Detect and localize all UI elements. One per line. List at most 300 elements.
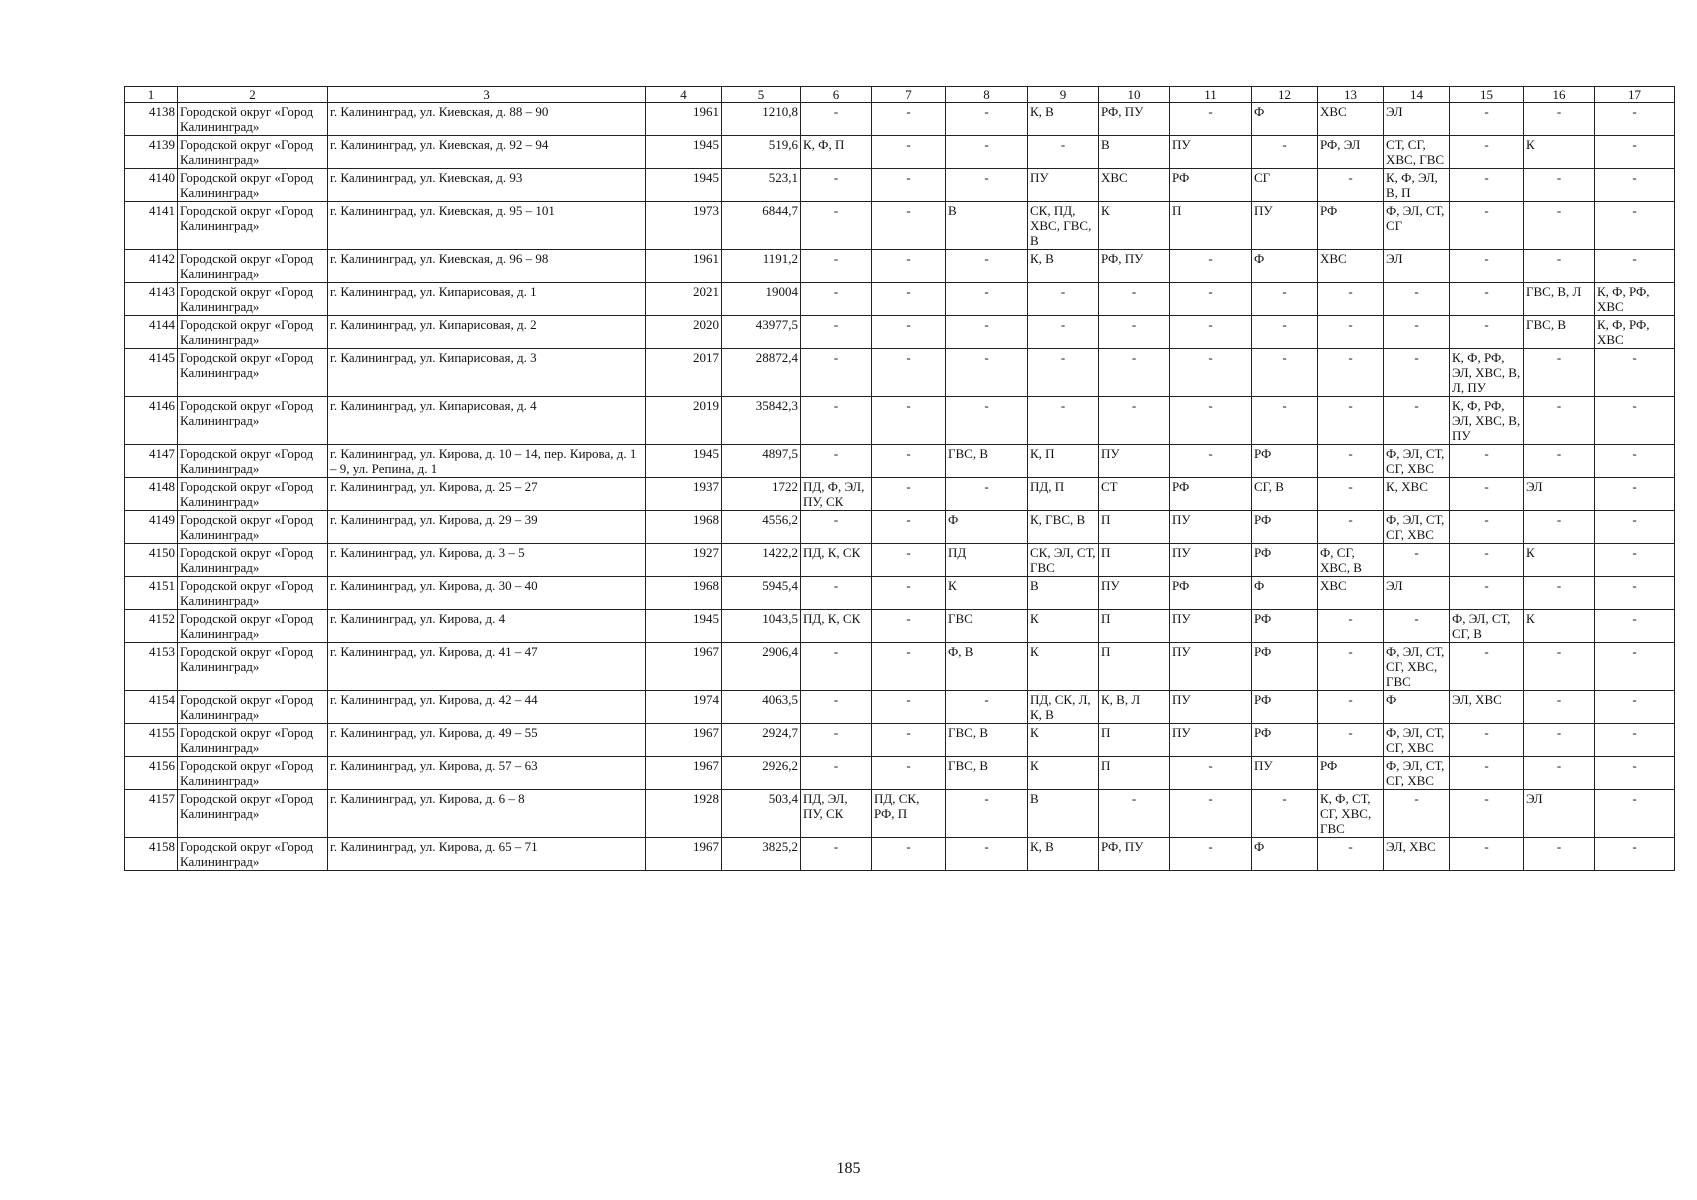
municipality-cell: Городской округ «Город Калининград»: [178, 250, 328, 283]
col-11-cell: -: [1170, 838, 1252, 871]
year-built-cell: 1968: [646, 577, 722, 610]
col-8-cell: -: [946, 283, 1028, 316]
col-15-cell: К, Ф, РФ, ЭЛ, ХВС, В, Л, ПУ: [1450, 349, 1524, 397]
col-10-cell: -: [1099, 283, 1170, 316]
municipality-cell: Городской округ «Город Калининград»: [178, 544, 328, 577]
year-built-cell: 1927: [646, 544, 722, 577]
col-12-cell: РФ: [1252, 511, 1318, 544]
table-row: [125, 544, 1675, 577]
col-13-cell: -: [1318, 283, 1384, 316]
col-16-cell: К: [1524, 610, 1595, 643]
col-16-cell: ЭЛ: [1524, 478, 1595, 511]
row-number-cell: 4155: [125, 724, 178, 757]
area-cell: 5945,4: [722, 577, 801, 610]
column-header: 12: [1252, 87, 1318, 103]
col-15-cell: -: [1450, 283, 1524, 316]
col-6-cell: ПД, К, СК: [801, 610, 872, 643]
address-cell: г. Калининград, ул. Киевская, д. 88 – 90: [328, 103, 646, 136]
row-number-cell: 4145: [125, 349, 178, 397]
year-built-cell: 1967: [646, 724, 722, 757]
municipality-cell: Городской округ «Город Калининград»: [178, 790, 328, 838]
col-16-cell: -: [1524, 445, 1595, 478]
row-number-cell: 4138: [125, 103, 178, 136]
table-row: [125, 445, 1675, 478]
col-16-cell: -: [1524, 103, 1595, 136]
area-cell: 1722: [722, 478, 801, 511]
col-15-cell: -: [1450, 757, 1524, 790]
col-11-cell: -: [1170, 757, 1252, 790]
year-built-cell: 2019: [646, 397, 722, 445]
col-13-cell: -: [1318, 691, 1384, 724]
col-8-cell: -: [946, 691, 1028, 724]
col-9-cell: В: [1028, 577, 1099, 610]
col-12-cell: Ф: [1252, 250, 1318, 283]
col-6-cell: К, Ф, П: [801, 136, 872, 169]
col-17-cell: -: [1595, 610, 1675, 643]
table-row: [125, 103, 1675, 136]
area-cell: 3825,2: [722, 838, 801, 871]
row-number-cell: 4154: [125, 691, 178, 724]
col-16-cell: К: [1524, 544, 1595, 577]
column-header: 5: [722, 87, 801, 103]
table-row: [125, 838, 1675, 871]
col-8-cell: К: [946, 577, 1028, 610]
address-cell: г. Калининград, ул. Кирова, д. 3 – 5: [328, 544, 646, 577]
col-15-cell: -: [1450, 544, 1524, 577]
col-13-cell: РФ: [1318, 202, 1384, 250]
col-13-cell: ХВС: [1318, 103, 1384, 136]
column-header: 4: [646, 87, 722, 103]
municipality-cell: Городской округ «Город Калининград»: [178, 577, 328, 610]
col-15-cell: -: [1450, 838, 1524, 871]
col-16-cell: -: [1524, 577, 1595, 610]
address-cell: г. Калининград, ул. Кирова, д. 42 – 44: [328, 691, 646, 724]
col-8-cell: -: [946, 316, 1028, 349]
col-17-cell: -: [1595, 691, 1675, 724]
column-header: 11: [1170, 87, 1252, 103]
col-9-cell: -: [1028, 283, 1099, 316]
address-cell: г. Калининград, ул. Кирова, д. 6 – 8: [328, 790, 646, 838]
col-7-cell: -: [872, 169, 946, 202]
col-6-cell: -: [801, 397, 872, 445]
table-body: [125, 103, 1675, 871]
col-7-cell: -: [872, 643, 946, 691]
col-15-cell: -: [1450, 136, 1524, 169]
col-8-cell: -: [946, 103, 1028, 136]
col-17-cell: -: [1595, 136, 1675, 169]
col-11-cell: -: [1170, 283, 1252, 316]
col-16-cell: -: [1524, 691, 1595, 724]
area-cell: 1191,2: [722, 250, 801, 283]
row-number-cell: 4148: [125, 478, 178, 511]
address-cell: г. Калининград, ул. Киевская, д. 96 – 98: [328, 250, 646, 283]
col-17-cell: -: [1595, 577, 1675, 610]
municipality-cell: Городской округ «Город Калининград»: [178, 136, 328, 169]
row-number-cell: 4146: [125, 397, 178, 445]
col-16-cell: -: [1524, 250, 1595, 283]
col-16-cell: К: [1524, 136, 1595, 169]
table-row: [125, 724, 1675, 757]
col-13-cell: -: [1318, 478, 1384, 511]
col-14-cell: К, ХВС: [1384, 478, 1450, 511]
col-9-cell: К, ГВС, В: [1028, 511, 1099, 544]
col-7-cell: -: [872, 103, 946, 136]
col-11-cell: -: [1170, 316, 1252, 349]
col-17-cell: -: [1595, 397, 1675, 445]
column-header: 7: [872, 87, 946, 103]
col-13-cell: РФ, ЭЛ: [1318, 136, 1384, 169]
col-17-cell: -: [1595, 169, 1675, 202]
row-number-cell: 4156: [125, 757, 178, 790]
col-13-cell: -: [1318, 349, 1384, 397]
col-12-cell: РФ: [1252, 544, 1318, 577]
year-built-cell: 1945: [646, 445, 722, 478]
area-cell: 519,6: [722, 136, 801, 169]
municipality-cell: Городской округ «Город Калининград»: [178, 643, 328, 691]
address-cell: г. Калининград, ул. Кирова, д. 30 – 40: [328, 577, 646, 610]
col-8-cell: -: [946, 790, 1028, 838]
address-cell: г. Калининград, ул. Кипарисовая, д. 1: [328, 283, 646, 316]
table-row: [125, 643, 1675, 691]
col-12-cell: РФ: [1252, 445, 1318, 478]
col-10-cell: -: [1099, 316, 1170, 349]
col-7-cell: -: [872, 478, 946, 511]
area-cell: 2906,4: [722, 643, 801, 691]
col-12-cell: РФ: [1252, 691, 1318, 724]
col-6-cell: ПД, ЭЛ, ПУ, СК: [801, 790, 872, 838]
col-9-cell: -: [1028, 397, 1099, 445]
col-16-cell: ГВС, В: [1524, 316, 1595, 349]
col-6-cell: -: [801, 103, 872, 136]
col-15-cell: -: [1450, 445, 1524, 478]
address-cell: г. Калининград, ул. Кирова, д. 10 – 14, пер. Кирова, д. 1 – 9, ул. Репина, д. 1: [328, 445, 646, 478]
col-8-cell: -: [946, 478, 1028, 511]
address-cell: г. Калининград, ул. Кирова, д. 49 – 55: [328, 724, 646, 757]
table-row: [125, 250, 1675, 283]
col-6-cell: -: [801, 349, 872, 397]
col-14-cell: ЭЛ, ХВС: [1384, 838, 1450, 871]
col-16-cell: -: [1524, 169, 1595, 202]
col-13-cell: -: [1318, 643, 1384, 691]
area-cell: 2926,2: [722, 757, 801, 790]
col-10-cell: СТ: [1099, 478, 1170, 511]
col-14-cell: Ф, ЭЛ, СТ, СГ, ХВС: [1384, 724, 1450, 757]
col-14-cell: ЭЛ: [1384, 103, 1450, 136]
row-number-cell: 4147: [125, 445, 178, 478]
col-9-cell: СК, ЭЛ, СТ, ГВС: [1028, 544, 1099, 577]
col-14-cell: -: [1384, 544, 1450, 577]
row-number-cell: 4158: [125, 838, 178, 871]
col-8-cell: ПД: [946, 544, 1028, 577]
col-11-cell: РФ: [1170, 169, 1252, 202]
col-13-cell: -: [1318, 838, 1384, 871]
col-13-cell: ХВС: [1318, 577, 1384, 610]
col-8-cell: ГВС: [946, 610, 1028, 643]
col-10-cell: П: [1099, 757, 1170, 790]
municipality-cell: Городской округ «Город Калининград»: [178, 691, 328, 724]
col-10-cell: -: [1099, 349, 1170, 397]
col-8-cell: ГВС, В: [946, 724, 1028, 757]
area-cell: 43977,5: [722, 316, 801, 349]
col-12-cell: -: [1252, 136, 1318, 169]
municipality-cell: Городской округ «Город Калининград»: [178, 445, 328, 478]
col-15-cell: К, Ф, РФ, ЭЛ, ХВС, В, ПУ: [1450, 397, 1524, 445]
col-10-cell: П: [1099, 724, 1170, 757]
col-8-cell: Ф, В: [946, 643, 1028, 691]
col-17-cell: -: [1595, 250, 1675, 283]
col-11-cell: ПУ: [1170, 643, 1252, 691]
address-cell: г. Калининград, ул. Кирова, д. 25 – 27: [328, 478, 646, 511]
col-8-cell: -: [946, 397, 1028, 445]
col-17-cell: -: [1595, 445, 1675, 478]
col-9-cell: К, В: [1028, 103, 1099, 136]
col-11-cell: -: [1170, 250, 1252, 283]
year-built-cell: 1968: [646, 511, 722, 544]
col-12-cell: -: [1252, 349, 1318, 397]
column-header: 15: [1450, 87, 1524, 103]
col-14-cell: -: [1384, 397, 1450, 445]
col-17-cell: -: [1595, 478, 1675, 511]
col-9-cell: К, П: [1028, 445, 1099, 478]
col-7-cell: -: [872, 838, 946, 871]
row-number-cell: 4140: [125, 169, 178, 202]
col-8-cell: -: [946, 136, 1028, 169]
address-cell: г. Калининград, ул. Кирова, д. 41 – 47: [328, 643, 646, 691]
col-10-cell: -: [1099, 397, 1170, 445]
municipality-cell: Городской округ «Город Калининград»: [178, 610, 328, 643]
col-15-cell: ЭЛ, ХВС: [1450, 691, 1524, 724]
col-11-cell: ПУ: [1170, 511, 1252, 544]
col-11-cell: -: [1170, 445, 1252, 478]
col-12-cell: -: [1252, 397, 1318, 445]
col-7-cell: -: [872, 397, 946, 445]
col-6-cell: -: [801, 250, 872, 283]
year-built-cell: 2021: [646, 283, 722, 316]
year-built-cell: 1967: [646, 757, 722, 790]
col-7-cell: -: [872, 724, 946, 757]
col-7-cell: -: [872, 691, 946, 724]
col-6-cell: ПД, К, СК: [801, 544, 872, 577]
col-8-cell: -: [946, 169, 1028, 202]
column-header: 6: [801, 87, 872, 103]
year-built-cell: 2017: [646, 349, 722, 397]
area-cell: 1043,5: [722, 610, 801, 643]
col-15-cell: -: [1450, 577, 1524, 610]
col-17-cell: -: [1595, 511, 1675, 544]
col-9-cell: ПД, СК, Л, К, В: [1028, 691, 1099, 724]
col-15-cell: -: [1450, 724, 1524, 757]
col-14-cell: -: [1384, 610, 1450, 643]
col-14-cell: Ф, ЭЛ, СТ, СГ, ХВС: [1384, 511, 1450, 544]
col-15-cell: -: [1450, 643, 1524, 691]
col-12-cell: -: [1252, 790, 1318, 838]
col-13-cell: К, Ф, СТ, СГ, ХВС, ГВС: [1318, 790, 1384, 838]
year-built-cell: 1973: [646, 202, 722, 250]
row-number-cell: 4149: [125, 511, 178, 544]
col-7-cell: ПД, СК, РФ, П: [872, 790, 946, 838]
col-15-cell: -: [1450, 169, 1524, 202]
row-number-cell: 4142: [125, 250, 178, 283]
col-14-cell: Ф, ЭЛ, СТ, СГ, ХВС: [1384, 445, 1450, 478]
address-cell: г. Калининград, ул. Кирова, д. 29 – 39: [328, 511, 646, 544]
table-row: [125, 478, 1675, 511]
col-17-cell: -: [1595, 103, 1675, 136]
col-7-cell: -: [872, 349, 946, 397]
municipality-cell: Городской округ «Город Калининград»: [178, 283, 328, 316]
municipality-cell: Городской округ «Город Калининград»: [178, 397, 328, 445]
col-14-cell: ЭЛ: [1384, 577, 1450, 610]
col-15-cell: Ф, ЭЛ, СТ, СГ, В: [1450, 610, 1524, 643]
col-10-cell: РФ, ПУ: [1099, 103, 1170, 136]
col-9-cell: К, В: [1028, 838, 1099, 871]
col-17-cell: К, Ф, РФ, ХВС: [1595, 316, 1675, 349]
municipality-cell: Городской округ «Город Калининград»: [178, 202, 328, 250]
area-cell: 35842,3: [722, 397, 801, 445]
col-11-cell: ПУ: [1170, 610, 1252, 643]
table-row: [125, 397, 1675, 445]
col-11-cell: РФ: [1170, 577, 1252, 610]
municipality-cell: Городской округ «Город Калининград»: [178, 169, 328, 202]
area-cell: 28872,4: [722, 349, 801, 397]
table-row: [125, 283, 1675, 316]
col-6-cell: -: [801, 283, 872, 316]
row-number-cell: 4139: [125, 136, 178, 169]
col-12-cell: -: [1252, 283, 1318, 316]
col-15-cell: -: [1450, 103, 1524, 136]
col-14-cell: -: [1384, 349, 1450, 397]
address-cell: г. Калининград, ул. Кипарисовая, д. 2: [328, 316, 646, 349]
municipality-cell: Городской округ «Город Калининград»: [178, 757, 328, 790]
address-cell: г. Калининград, ул. Кирова, д. 65 – 71: [328, 838, 646, 871]
col-15-cell: -: [1450, 316, 1524, 349]
col-12-cell: ПУ: [1252, 757, 1318, 790]
col-9-cell: К: [1028, 724, 1099, 757]
col-13-cell: РФ: [1318, 757, 1384, 790]
col-10-cell: К, В, Л: [1099, 691, 1170, 724]
column-header: 9: [1028, 87, 1099, 103]
year-built-cell: 1945: [646, 136, 722, 169]
municipality-cell: Городской округ «Город Калининград»: [178, 511, 328, 544]
address-cell: г. Калининград, ул. Киевская, д. 92 – 94: [328, 136, 646, 169]
col-14-cell: -: [1384, 790, 1450, 838]
col-6-cell: ПД, Ф, ЭЛ, ПУ, СК: [801, 478, 872, 511]
col-6-cell: -: [801, 202, 872, 250]
col-10-cell: К: [1099, 202, 1170, 250]
col-11-cell: -: [1170, 397, 1252, 445]
col-9-cell: В: [1028, 790, 1099, 838]
col-14-cell: Ф: [1384, 691, 1450, 724]
col-17-cell: К, Ф, РФ, ХВС: [1595, 283, 1675, 316]
col-7-cell: -: [872, 250, 946, 283]
col-13-cell: ХВС: [1318, 250, 1384, 283]
col-17-cell: -: [1595, 790, 1675, 838]
col-7-cell: -: [872, 136, 946, 169]
area-cell: 1210,8: [722, 103, 801, 136]
col-7-cell: -: [872, 316, 946, 349]
column-header: 17: [1595, 87, 1675, 103]
column-header: 13: [1318, 87, 1384, 103]
col-15-cell: -: [1450, 511, 1524, 544]
col-17-cell: -: [1595, 544, 1675, 577]
column-header: 3: [328, 87, 646, 103]
col-15-cell: -: [1450, 250, 1524, 283]
area-cell: 2924,7: [722, 724, 801, 757]
col-16-cell: -: [1524, 397, 1595, 445]
table-row: [125, 169, 1675, 202]
col-7-cell: -: [872, 202, 946, 250]
col-16-cell: -: [1524, 349, 1595, 397]
col-16-cell: -: [1524, 757, 1595, 790]
column-header: 14: [1384, 87, 1450, 103]
col-12-cell: РФ: [1252, 724, 1318, 757]
area-cell: 19004: [722, 283, 801, 316]
municipality-cell: Городской округ «Город Калининград»: [178, 316, 328, 349]
col-10-cell: ПУ: [1099, 445, 1170, 478]
col-13-cell: -: [1318, 610, 1384, 643]
col-13-cell: -: [1318, 445, 1384, 478]
col-13-cell: -: [1318, 169, 1384, 202]
table-row: [125, 577, 1675, 610]
row-number-cell: 4151: [125, 577, 178, 610]
area-cell: 6844,7: [722, 202, 801, 250]
col-6-cell: -: [801, 577, 872, 610]
col-8-cell: -: [946, 349, 1028, 397]
year-built-cell: 1928: [646, 790, 722, 838]
area-cell: 4897,5: [722, 445, 801, 478]
col-17-cell: -: [1595, 202, 1675, 250]
column-header: 8: [946, 87, 1028, 103]
table-header-row: [125, 87, 1675, 103]
col-10-cell: П: [1099, 610, 1170, 643]
col-16-cell: ГВС, В, Л: [1524, 283, 1595, 316]
col-10-cell: П: [1099, 511, 1170, 544]
col-8-cell: -: [946, 250, 1028, 283]
row-number-cell: 4153: [125, 643, 178, 691]
col-7-cell: -: [872, 511, 946, 544]
municipality-cell: Городской округ «Город Калининград»: [178, 349, 328, 397]
col-6-cell: -: [801, 169, 872, 202]
col-9-cell: К: [1028, 757, 1099, 790]
page-number: 185: [836, 1160, 861, 1177]
col-13-cell: -: [1318, 511, 1384, 544]
address-cell: г. Калининград, ул. Кипарисовая, д. 4: [328, 397, 646, 445]
col-17-cell: -: [1595, 838, 1675, 871]
col-9-cell: К: [1028, 610, 1099, 643]
col-9-cell: ПУ: [1028, 169, 1099, 202]
col-13-cell: Ф, СГ, ХВС, В: [1318, 544, 1384, 577]
col-8-cell: -: [946, 838, 1028, 871]
col-6-cell: -: [801, 691, 872, 724]
table-row: [125, 790, 1675, 838]
col-8-cell: Ф: [946, 511, 1028, 544]
col-10-cell: РФ, ПУ: [1099, 250, 1170, 283]
table-row: [125, 691, 1675, 724]
col-6-cell: -: [801, 838, 872, 871]
municipality-cell: Городской округ «Город Калининград»: [178, 724, 328, 757]
area-cell: 1422,2: [722, 544, 801, 577]
col-10-cell: -: [1099, 790, 1170, 838]
column-header: 2: [178, 87, 328, 103]
row-number-cell: 4143: [125, 283, 178, 316]
col-14-cell: К, Ф, ЭЛ, В, П: [1384, 169, 1450, 202]
col-6-cell: -: [801, 643, 872, 691]
col-7-cell: -: [872, 283, 946, 316]
row-number-cell: 4141: [125, 202, 178, 250]
column-header: 10: [1099, 87, 1170, 103]
col-6-cell: -: [801, 757, 872, 790]
col-11-cell: -: [1170, 790, 1252, 838]
municipality-cell: Городской округ «Город Калининград»: [178, 103, 328, 136]
